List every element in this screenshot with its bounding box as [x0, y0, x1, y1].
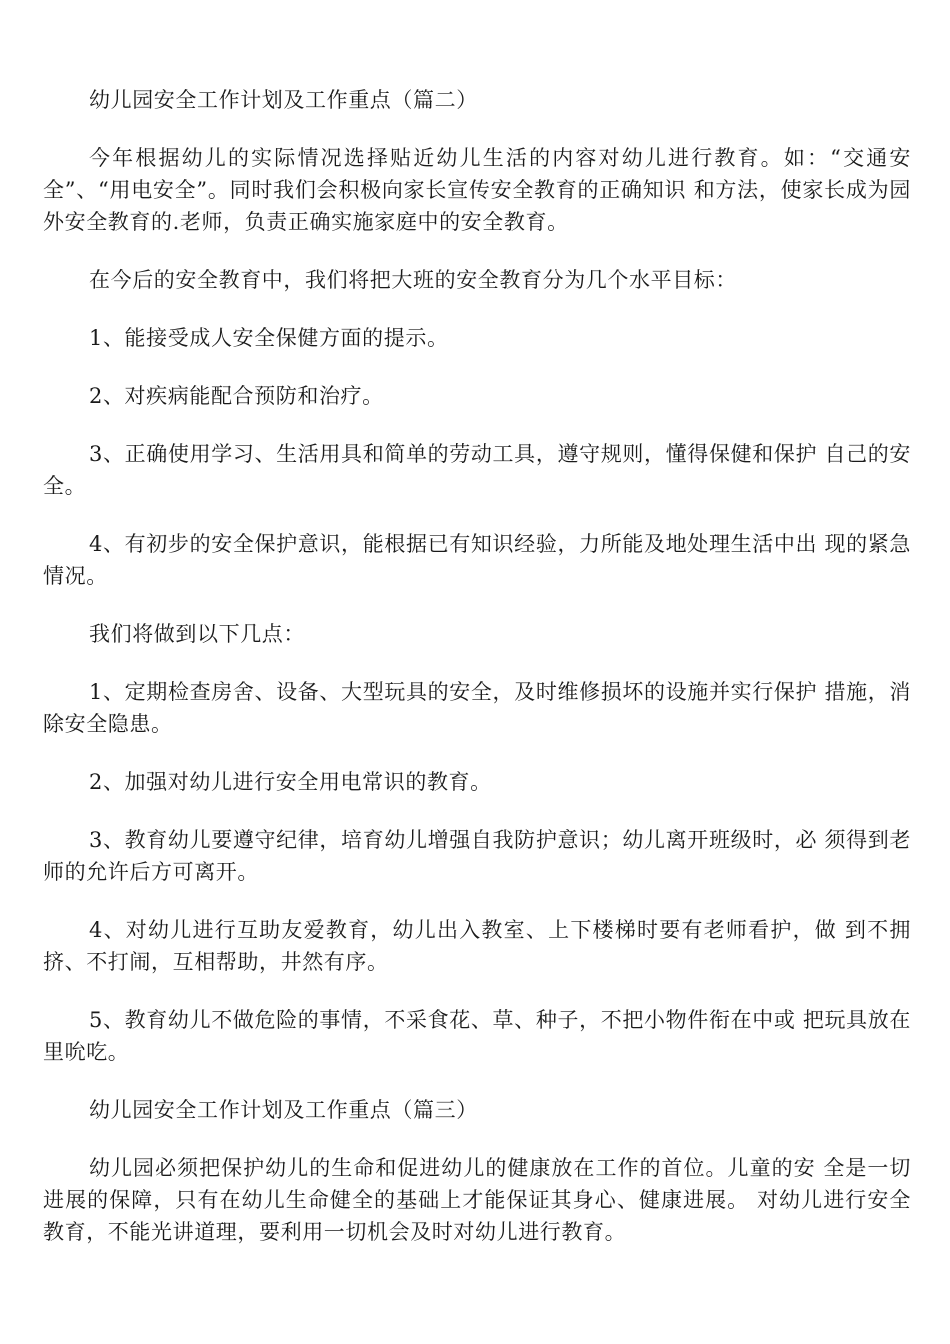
measure-item-1: 1、定期检查房舍、设备、大型玩具的安全，及时维修损坏的设施并实行保护 措施，消除安全隐患。 [43, 680, 911, 736]
paragraph-measures-lead: 我们将做到以下几点： [89, 622, 305, 646]
paragraph-part-three: 幼儿园必须把保护幼儿的生命和促进幼儿的健康放在工作的首位。儿童的安 全是一切进展的保障，只有在幼儿生命健全的基础上才能保证其身心、健康进展。 对幼儿进行安全教育，不能光讲道理，要利用一切机会及时对幼儿进行教育。 [43, 1156, 911, 1244]
document-body [43, 84, 911, 1274]
measure-item-3: 3、教育幼儿要遵守纪律，培育幼儿增强自我防护意识；幼儿离开班级时，必 须得到老师的允许后方可离开。 [43, 828, 911, 884]
paragraph-intro: 今年根据幼儿的实际情况选择贴近幼儿生活的内容对幼儿进行教育。如：“交通安全”、“用电安全”。同时我们会积极向家长宣传安全教育的正确知识 和方法，使家长成为园外安全教育的.老师，负责正确实施家庭中的安全教育。 [43, 146, 911, 234]
measure-item-2: 2、加强对幼儿进行安全用电常识的教育。 [89, 770, 492, 794]
paragraph-goals-lead: 在今后的安全教育中，我们将把大班的安全教育分为几个水平目标： [89, 268, 737, 292]
goal-item-2: 2、对疾病能配合预防和治疗。 [89, 384, 384, 408]
section-heading-part-three: 幼儿园安全工作计划及工作重点（篇三） [89, 1098, 478, 1122]
goal-item-1: 1、能接受成人安全保健方面的提示。 [89, 326, 449, 350]
goal-item-4: 4、有初步的安全保护意识，能根据已有知识经验，力所能及地处理生活中出 现的紧急情况。 [43, 532, 911, 588]
measure-item-5: 5、教育幼儿不做危险的事情，不采食花、草、种子，不把小物件衔在中或 把玩具放在里吮吃。 [43, 1008, 911, 1064]
goal-item-3: 3、正确使用学习、生活用具和简单的劳动工具，遵守规则，懂得保健和保护 自己的安全。 [43, 442, 911, 498]
measure-item-4: 4、对幼儿进行互助友爱教育，幼儿出入教室、上下楼梯时要有老师看护，做 到不拥挤、不打闹，互相帮助，井然有序。 [43, 918, 911, 974]
section-heading-part-two: 幼儿园安全工作计划及工作重点（篇二） [89, 88, 478, 112]
